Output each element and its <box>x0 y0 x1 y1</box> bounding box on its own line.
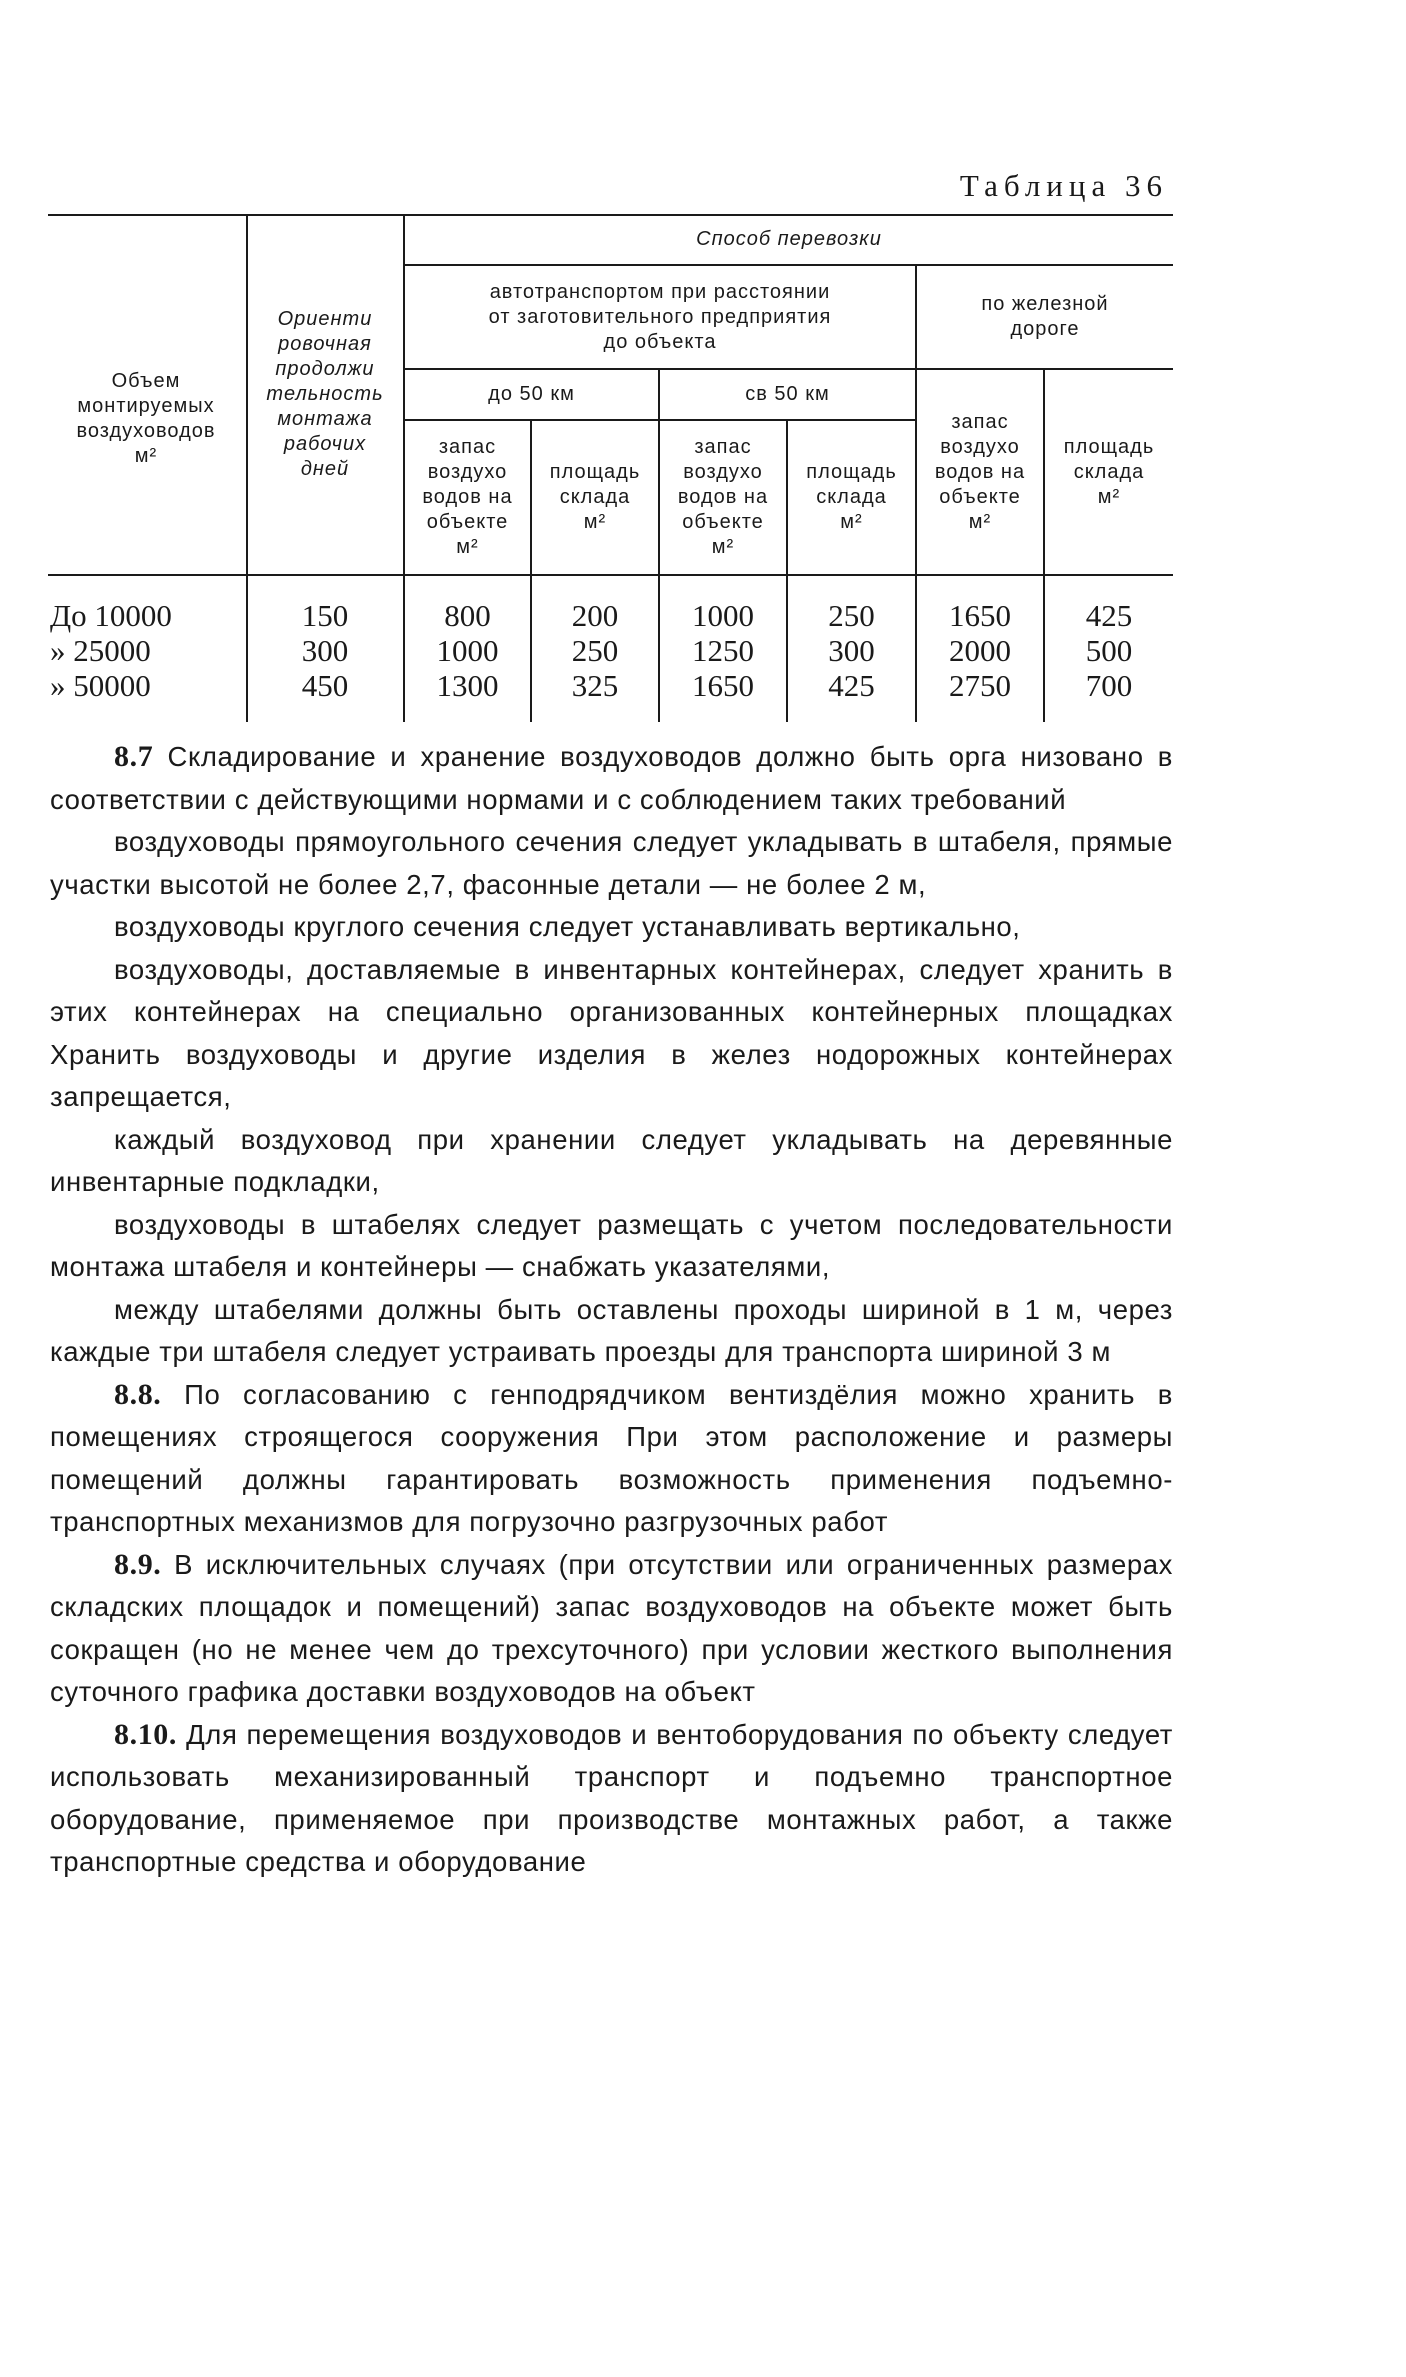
header-over-50: св 50 км <box>745 383 830 405</box>
clause-number: 8.8. <box>114 1377 162 1411</box>
cell-roadover-stock: 1650 <box>692 668 754 703</box>
paragraph-text: Складирование и хранение воздуховодов должно быть орга низовано в соответствии с действующими нормами и с соблюдением таких требований <box>50 741 1173 815</box>
cell-rail-stock: 1650 <box>949 598 1011 633</box>
cell-roadover-stock: 1250 <box>692 633 754 668</box>
cell-days: 450 <box>301 668 349 703</box>
body-text <box>50 736 1173 1884</box>
header-by-rail: по железной дороге <box>981 293 1109 340</box>
paragraph: воздуховоды круглого сечения следует устанавливать вертикально, <box>114 911 1021 942</box>
paragraph-text: По согласованию с генподрядчиком вентиздёлия можно хранить в помещениях строящегося сооружения При этом расположение и размеры помещений должны гарантировать возможность применения подъемно-транспортных механизмов для погрузочно разгрузочных работ <box>50 1378 1173 1537</box>
header-stock-over: запас воздухо водов на объекте м² <box>677 436 769 558</box>
cell-days: 300 <box>301 633 349 668</box>
cell-road50-area: 325 <box>571 668 619 703</box>
cell-road50-stock: 800 <box>444 598 491 633</box>
header-area-over: площадь склада м² <box>806 461 897 533</box>
paragraph-8-10 <box>50 1714 1173 1884</box>
cell-road50-area: 200 <box>571 598 619 633</box>
paragraph: воздуховоды в штабелях следует размещать с учетом последовательности монтажа штабеля и контейнеры — снабжать указателями, <box>50 1208 1173 1282</box>
header-up-to-50: до 50 км <box>488 383 575 405</box>
cell-days: 150 <box>301 598 349 633</box>
paragraph-text: В исключительных случаях (при отсутствии или ограниченных размерах складских площадок и помещений) запас воздуховодов на объекте может быть сокращен (но не менее чем до трехсуточного) при условии жесткого выполнения суточного графика доставки воздуховодов на объект <box>50 1548 1173 1707</box>
header-bottom-rule <box>48 574 1173 576</box>
paragraph: каждый воздуховод при хранении следует укладывать на деревянные инвентарные подкладки, <box>50 1123 1173 1197</box>
paragraph-text: Для перемещения воздуховодов и вентоборудования по объекту следует использовать механизированный транспорт и подъемно транспортное оборудование, применяемое при производстве монтажных работ, а также транспортные средства и оборудование <box>50 1718 1173 1877</box>
paragraph: воздуховоды, доставляемые в инвентарных контейнерах, следует хранить в этих контейнерах на специально организованных контейнерных площадках Хранить воздуховоды и другие изделия в желез нодорожных контейнерах запрещается, <box>50 953 1173 1112</box>
header-volume: Объем монтируемых воздуховодов м² <box>76 370 216 467</box>
clause-number: 8.10. <box>114 1717 177 1751</box>
data-table <box>48 214 1173 722</box>
cell-road50-stock: 1300 <box>436 668 499 703</box>
paragraph-8-9 <box>50 1544 1173 1714</box>
header-transport-method: Способ перевозки <box>696 227 882 250</box>
header-duration: Ориенти ровочная продолжи тельность монтажа рабочих дней <box>266 307 384 480</box>
clause-number: 8.9. <box>114 1547 162 1581</box>
header-area-50: площадь склада м² <box>549 461 641 533</box>
table-label: Таблица 36 <box>959 168 1168 203</box>
cell-volume: До 10000 <box>50 598 172 633</box>
cell-roadover-area: 250 <box>828 598 875 633</box>
header-stock-rail: запас воздухо водов на объекте м² <box>934 410 1026 533</box>
cell-volume: » 50000 <box>50 668 151 703</box>
cell-rail-area: 700 <box>1085 668 1133 703</box>
paragraph: воздуховоды прямоугольного сечения следует укладывать в штабеля, прямые участки высотой не более 2,7, фасонные детали — не более 2 м, <box>50 826 1173 900</box>
header-area-rail: площадь склада м² <box>1063 435 1155 508</box>
cell-rail-area: 425 <box>1085 598 1133 633</box>
cell-roadover-area: 300 <box>828 633 875 668</box>
clause-number: 8.7 <box>114 740 154 773</box>
cell-roadover-area: 425 <box>828 668 875 703</box>
cell-rail-area: 500 <box>1085 633 1133 668</box>
cell-volume: » 25000 <box>50 633 151 668</box>
paragraph: между штабелями должны быть оставлены проходы шириной в 1 м, через каждые три штабеля следует устраивать проезды для транспорта шириной 3 м <box>50 1293 1173 1367</box>
cell-rail-stock: 2000 <box>949 633 1011 668</box>
header-stock-50: запас воздухо водов на объекте м² <box>422 436 513 558</box>
cell-road50-stock: 1000 <box>436 633 499 668</box>
cell-road50-area: 250 <box>571 633 619 668</box>
paragraph-8-7 <box>50 736 1173 821</box>
header-by-road: автотранспортом при расстоянии от заготовительного предприятия до объекта <box>488 280 832 353</box>
paragraph-8-8 <box>50 1374 1173 1544</box>
cell-rail-stock: 2750 <box>949 668 1011 703</box>
cell-roadover-stock: 1000 <box>692 598 754 633</box>
